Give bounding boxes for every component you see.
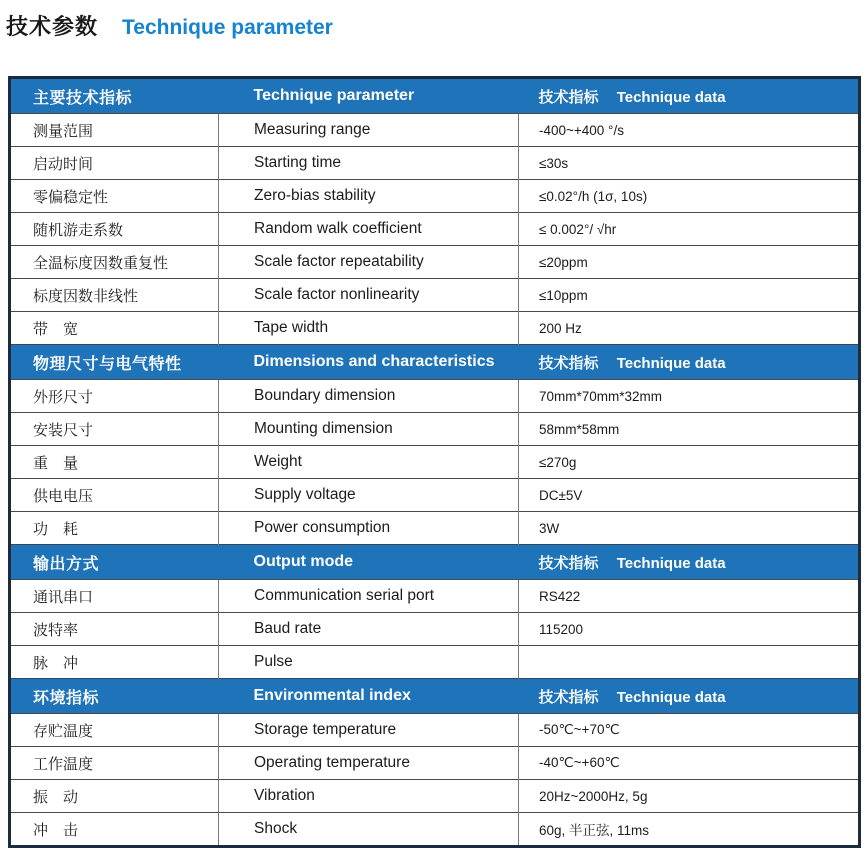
section-header-en: Dimensions and characteristics (219, 345, 519, 380)
cell-value: ≤30s (519, 147, 860, 180)
table-row (10, 479, 860, 512)
data-col-label-zh: 技术指标 (538, 688, 599, 706)
cell-zh-label: 安装尺寸 (10, 413, 219, 446)
table-row (10, 780, 860, 813)
cell-en-label: Communication serial port (219, 580, 519, 613)
cell-zh-label: 冲 击 (10, 813, 219, 847)
cell-value: ≤0.02°/h (1σ, 10s) (519, 180, 860, 213)
table-row (10, 512, 860, 545)
cell-en-label: Supply voltage (219, 479, 519, 512)
cell-value: 58mm*58mm (519, 413, 860, 446)
cell-zh-label: 带 宽 (10, 312, 219, 345)
cell-value: 70mm*70mm*32mm (519, 380, 860, 413)
cell-zh-label: 供电电压 (10, 479, 219, 512)
cell-en-label: Starting time (219, 147, 519, 180)
page-title (6, 10, 866, 40)
spec-table (8, 76, 861, 848)
table-row (10, 580, 860, 613)
cell-value: DC±5V (519, 479, 860, 512)
cell-zh-label: 随机游走系数 (10, 213, 219, 246)
table-row (10, 813, 860, 847)
cell-value: ≤270g (519, 446, 860, 479)
cell-en-label: Vibration (219, 780, 519, 813)
table-row (10, 613, 860, 646)
section-header-zh: 物理尺寸与电气特性 (10, 345, 219, 380)
section-header-data-col (519, 78, 860, 114)
section-header-data-col (519, 345, 860, 380)
section-header-data-col (519, 545, 860, 580)
section-header-dimensions (10, 345, 860, 380)
page-title-en: Technique parameter (122, 16, 333, 39)
cell-en-label: Scale factor repeatability (219, 246, 519, 279)
cell-en-label: Scale factor nonlinearity (219, 279, 519, 312)
cell-zh-label: 通讯串口 (10, 580, 219, 613)
data-col-label-zh: 技术指标 (538, 354, 599, 372)
cell-zh-label: 重 量 (10, 446, 219, 479)
section-header-output-mode (10, 545, 860, 580)
cell-zh-label: 零偏稳定性 (10, 180, 219, 213)
cell-value (519, 646, 860, 679)
table-row (10, 147, 860, 180)
table-row (10, 246, 860, 279)
data-col-label-zh: 技术指标 (538, 554, 599, 572)
table-row (10, 747, 860, 780)
cell-en-label: Tape width (219, 312, 519, 345)
data-col-label-en: Technique data (616, 354, 726, 372)
table-row (10, 312, 860, 345)
cell-en-label: Operating temperature (219, 747, 519, 780)
table-row (10, 213, 860, 246)
cell-en-label: Zero-bias stability (219, 180, 519, 213)
cell-zh-label: 振 动 (10, 780, 219, 813)
cell-zh-label: 工作温度 (10, 747, 219, 780)
cell-zh-label: 存贮温度 (10, 714, 219, 747)
section-header-en: Technique parameter (219, 78, 519, 114)
cell-en-label: Shock (219, 813, 519, 847)
cell-en-label: Random walk coefficient (219, 213, 519, 246)
cell-en-label: Measuring range (219, 114, 519, 147)
cell-value: -400~+400 °/s (519, 114, 860, 147)
page-title-zh: 技术参数 (6, 14, 99, 39)
cell-value: ≤10ppm (519, 279, 860, 312)
table-row (10, 114, 860, 147)
cell-value: 115200 (519, 613, 860, 646)
cell-value: 3W (519, 512, 860, 545)
spec-sheet-page (0, 10, 866, 839)
cell-en-label: Weight (219, 446, 519, 479)
cell-value: -50℃~+70℃ (519, 714, 860, 747)
cell-value: 20Hz~2000Hz, 5g (519, 780, 860, 813)
cell-value: 200 Hz (519, 312, 860, 345)
section-header-zh: 环境指标 (10, 679, 219, 714)
cell-value: RS422 (519, 580, 860, 613)
cell-zh-label: 全温标度因数重复性 (10, 246, 219, 279)
cell-value: 60g, 半正弦, 11ms (519, 813, 860, 847)
cell-zh-label: 测量范围 (10, 114, 219, 147)
table-row (10, 646, 860, 679)
table-row (10, 279, 860, 312)
cell-value: ≤20ppm (519, 246, 860, 279)
section-header-zh: 输出方式 (10, 545, 219, 580)
cell-zh-label: 标度因数非线性 (10, 279, 219, 312)
cell-zh-label: 脉 冲 (10, 646, 219, 679)
cell-en-label: Pulse (219, 646, 519, 679)
section-header-environment (10, 679, 860, 714)
cell-en-label: Power consumption (219, 512, 519, 545)
cell-zh-label: 波特率 (10, 613, 219, 646)
data-col-label-en: Technique data (616, 88, 726, 106)
table-row (10, 180, 860, 213)
cell-en-label: Baud rate (219, 613, 519, 646)
cell-value: ≤ 0.002°/ √hr (519, 213, 860, 246)
table-row (10, 380, 860, 413)
table-row (10, 413, 860, 446)
cell-zh-label: 功 耗 (10, 512, 219, 545)
data-col-label-en: Technique data (616, 554, 726, 572)
table-row (10, 446, 860, 479)
section-header-zh: 主要技术指标 (10, 78, 219, 114)
section-header-en: Environmental index (219, 679, 519, 714)
data-col-label-en: Technique data (616, 688, 726, 706)
cell-en-label: Mounting dimension (219, 413, 519, 446)
section-header-en: Output mode (219, 545, 519, 580)
section-header-main-specs (10, 78, 860, 114)
section-header-data-col (519, 679, 860, 714)
table-row (10, 714, 860, 747)
cell-en-label: Boundary dimension (219, 380, 519, 413)
cell-zh-label: 外形尺寸 (10, 380, 219, 413)
cell-en-label: Storage temperature (219, 714, 519, 747)
data-col-label-zh: 技术指标 (538, 88, 599, 106)
cell-zh-label: 启动时间 (10, 147, 219, 180)
cell-value: -40℃~+60℃ (519, 747, 860, 780)
